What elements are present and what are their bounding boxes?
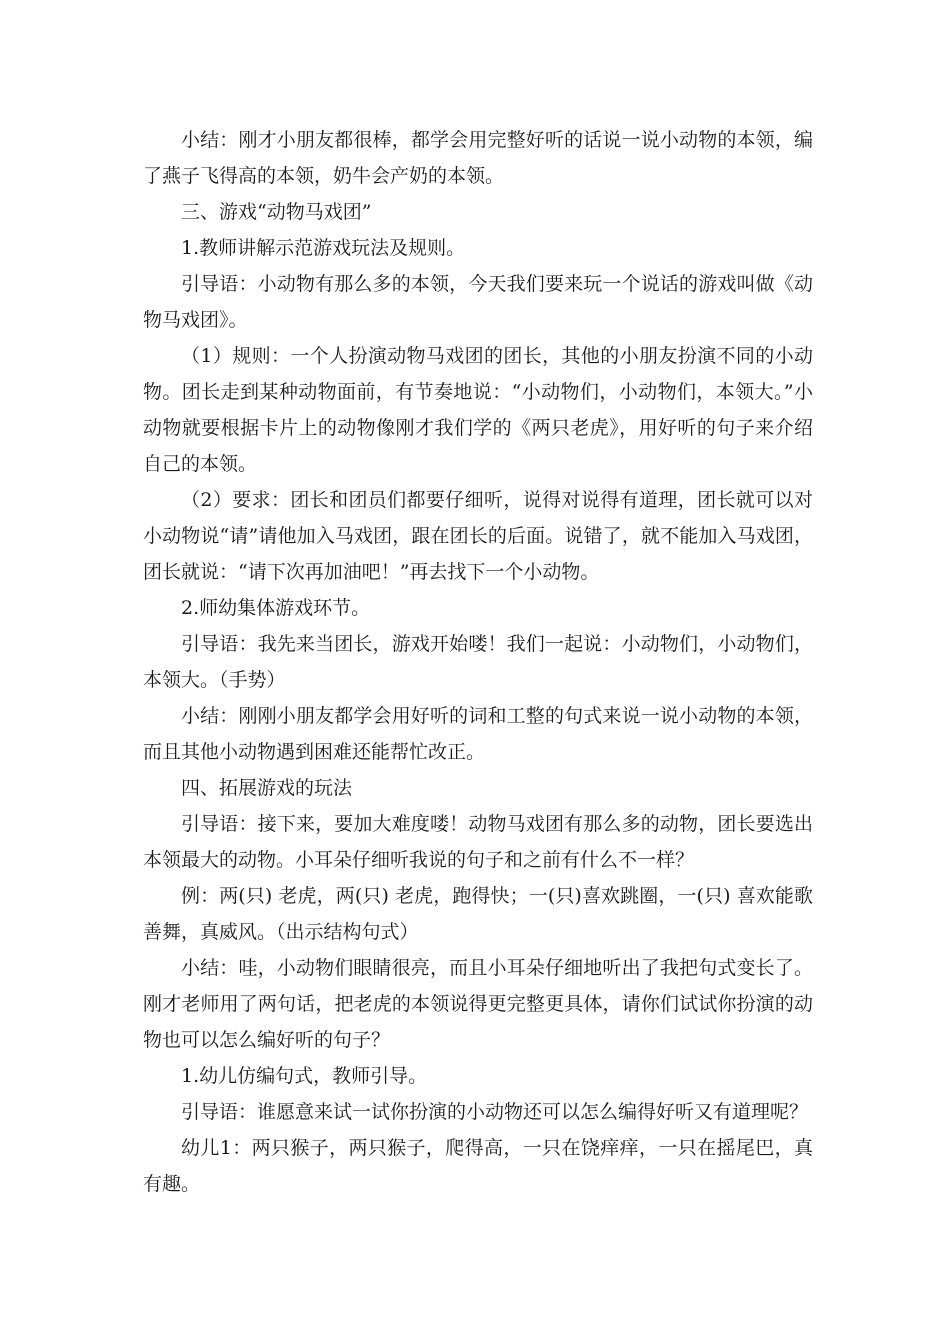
- paragraph-summary-3: 小结：哇，小动物们眼睛很亮，而且小耳朵仔细地听出了我把句式变长了。刚才老师用了两句话，把老虎的本领说得更完整更具体，请你们试试你扮演的动物也可以怎么编好听的句子？: [143, 957, 813, 1051]
- paragraph-summary-2: 小结：刚刚小朋友都学会用好听的词和工整的句式来说一说小动物的本领，而且其他小动物遇到困难还能帮忙改正。: [143, 705, 813, 763]
- subheading-3-2: 2.师幼集体游戏环节。: [181, 597, 371, 619]
- paragraph-guide-1: 引导语：小动物有那么多的本领，今天我们要来玩一个说话的游戏叫做《动物马戏团》。: [143, 273, 813, 331]
- paragraph-example: 例：两(只) 老虎，两(只) 老虎，跑得快；一(只)喜欢跳圈，一(只) 喜欢能歌善舞，真威风。（出示结构句式）: [143, 885, 813, 943]
- paragraph-rule-1: （1）规则：一个人扮演动物马戏团的团长，其他的小朋友扮演不同的小动物。团长走到某种动物面前，有节奏地说：“小动物们，小动物们，本领大。”小动物就要根据卡片上的动物像刚才我们学的《两只老虎》，用好听的句子来介绍自己的本领。: [143, 345, 813, 475]
- paragraph-guide-2: 引导语：我先来当团长，游戏开始喽！我们一起说：小动物们，小动物们，本领大。（手势）: [143, 633, 813, 691]
- paragraph-guide-4: 引导语：谁愿意来试一试你扮演的小动物还可以怎么编得好听又有道理呢？: [181, 1101, 809, 1123]
- heading-section-3: 三、游戏“动物马戏团”: [181, 201, 372, 223]
- paragraph-guide-3: 引导语：接下来，要加大难度喽！动物马戏团有那么多的动物，团长要选出本领最大的动物。小耳朵仔细听我说的句子和之前有什么不一样？: [143, 813, 813, 871]
- subheading-4-1: 1.幼儿仿编句式，教师引导。: [181, 1065, 428, 1087]
- paragraph-rule-2: （2）要求：团长和团员们都要仔细听，说得对说得有道理，团长就可以对小动物说“请”请他加入马戏团，跟在团长的后面。说错了，就不能加入马戏团，团长就说：“请下次再加油吧！”再去找下一个小动物。: [143, 489, 813, 583]
- paragraph-summary-1: 小结：刚才小朋友都很棒，都学会用完整好听的话说一说小动物的本领，编了燕子飞得高的本领，奶牛会产奶的本领。: [143, 129, 813, 187]
- document-body: [143, 122, 813, 1202]
- heading-section-4: 四、拓展游戏的玩法: [181, 777, 353, 799]
- paragraph-child-1: 幼儿1：两只猴子，两只猴子，爬得高，一只在饶痒痒，一只在摇尾巴，真有趣。: [143, 1137, 813, 1195]
- subheading-3-1: 1.教师讲解示范游戏玩法及规则。: [181, 237, 466, 259]
